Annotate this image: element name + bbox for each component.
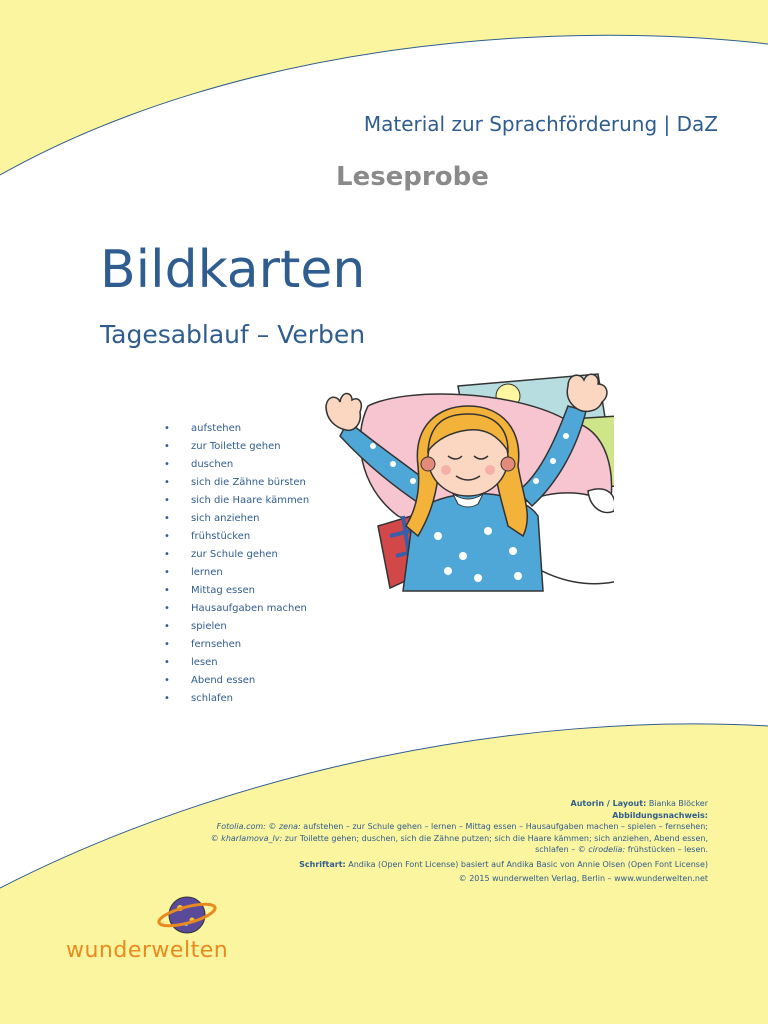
font-line: Schriftart: Andika (Open Font License) basiert auf Andika Basic von Annie Olsen (Open Font License)	[299, 859, 708, 869]
images-heading: Abbildungsnachweis:	[612, 810, 708, 820]
series-title: Material zur Sprachförderung | DaZ	[363, 112, 718, 136]
images-line-2: © kharlamova_lv: zur Toilette gehen; duschen, sich die Zähne putzen; sich die Haare kämmen; sich anziehen, Abend essen,	[210, 833, 708, 843]
list-item: • fernsehen	[164, 636, 309, 654]
list-item: • frühstücken	[164, 528, 309, 546]
verb-list	[164, 420, 309, 708]
list-item: • Hausaufgaben machen	[164, 600, 309, 618]
list-item: • lernen	[164, 564, 309, 582]
logo-wordmark: wunderwelten	[66, 938, 229, 963]
list-item: • Mittag essen	[164, 582, 309, 600]
author-line: Autorin / Layout: Bianka Blöcker	[570, 799, 708, 808]
top-yellow-wave	[0, 0, 768, 175]
list-item: • sich die Haare kämmen	[164, 492, 309, 510]
page-subtitle: Tagesablauf – Verben	[100, 320, 366, 349]
page-title: Bildkarten	[100, 240, 366, 300]
list-item: • zur Toilette gehen	[164, 438, 309, 456]
list-item: • spielen	[164, 618, 309, 636]
list-item: • aufstehen	[164, 420, 309, 438]
images-line-1: Fotolia.com: © zena: aufstehen – zur Schule gehen – lernen – Mittag essen – Hausaufgaben machen – spielen – fernsehen;	[216, 822, 708, 831]
credits-block	[188, 798, 708, 885]
planet-logo-icon	[156, 888, 218, 942]
copyright-line: © 2015 wunderwelten Verlag, Berlin – www.wunderwelten.net	[458, 874, 708, 883]
girl-waking-up-illustration	[318, 366, 614, 600]
list-item: • sich anziehen	[164, 510, 309, 528]
list-item: • sich die Zähne bürsten	[164, 474, 309, 492]
list-item: • zur Schule gehen	[164, 546, 309, 564]
images-line-3: schlafen – © cirodelia: frühstücken – lesen.	[535, 845, 708, 854]
list-item: • lesen	[164, 654, 309, 672]
list-item: • Abend essen	[164, 672, 309, 690]
leseprobe-label: Leseprobe	[336, 162, 489, 192]
list-item: • schlafen	[164, 690, 309, 708]
list-item: • duschen	[164, 456, 309, 474]
